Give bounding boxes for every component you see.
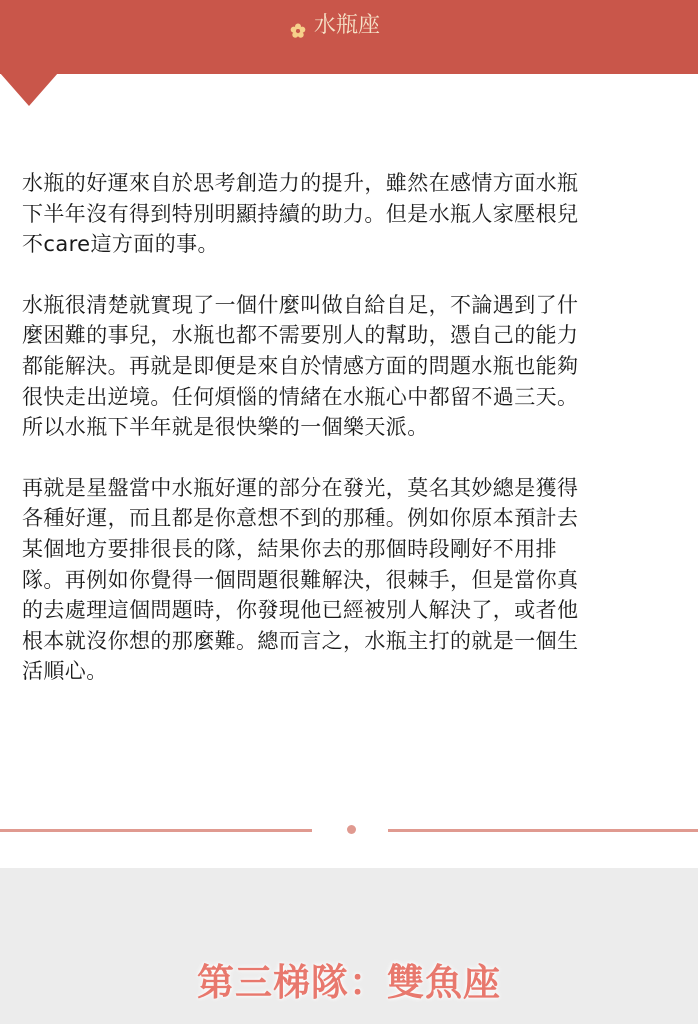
next-section-heading: 第三梯隊：雙魚座 — [197, 961, 501, 1004]
paragraph-1: 水瓶的好運來自於思考創造力的提升，雖然在感情方面水瓶 下半年沒有得到特別明顯持續的助力。但是水瓶人家壓根兒 不care這方面的事。 — [22, 171, 579, 257]
banner-notch — [0, 73, 58, 106]
flower-icon — [290, 23, 306, 39]
article-body — [22, 168, 682, 717]
divider-right — [388, 829, 698, 832]
paragraph-3: 再就是星盤當中水瓶好運的部分在發光，莫名其妙總是獲得 各種好運，而且都是你意想不到的那種。例如你原本預計去 某個地方要排很長的隊，結果你去的那個時段剛好不用排 隊。再例如你覺得一個問題很難解決，很棘手，但是當你真 的去處理這個問題時，你發現他已經被別人解決了，或者他 根本就沒你想的那麼難。總而言之，水瓶主打的就是一個生 活順心。 — [22, 475, 579, 684]
paragraph-2: 水瓶很清楚就實現了一個什麼叫做自給自足，不論遇到了什 麼困難的事兒，水瓶也都不需要別人的幫助，憑自己的能力 都能解決。再就是即便是來自於情感方面的問題水瓶也能夠 很快走出逆境。任何煩惱的情緒在水瓶心中都留不過三天。 所以水瓶下半年就是很快樂的一個樂天派。 — [22, 292, 579, 440]
divider-dot — [347, 825, 356, 834]
banner-title: 水瓶座 — [314, 13, 381, 38]
banner-title-group — [290, 8, 380, 39]
divider-left — [0, 829, 312, 832]
section-banner — [0, 0, 698, 74]
